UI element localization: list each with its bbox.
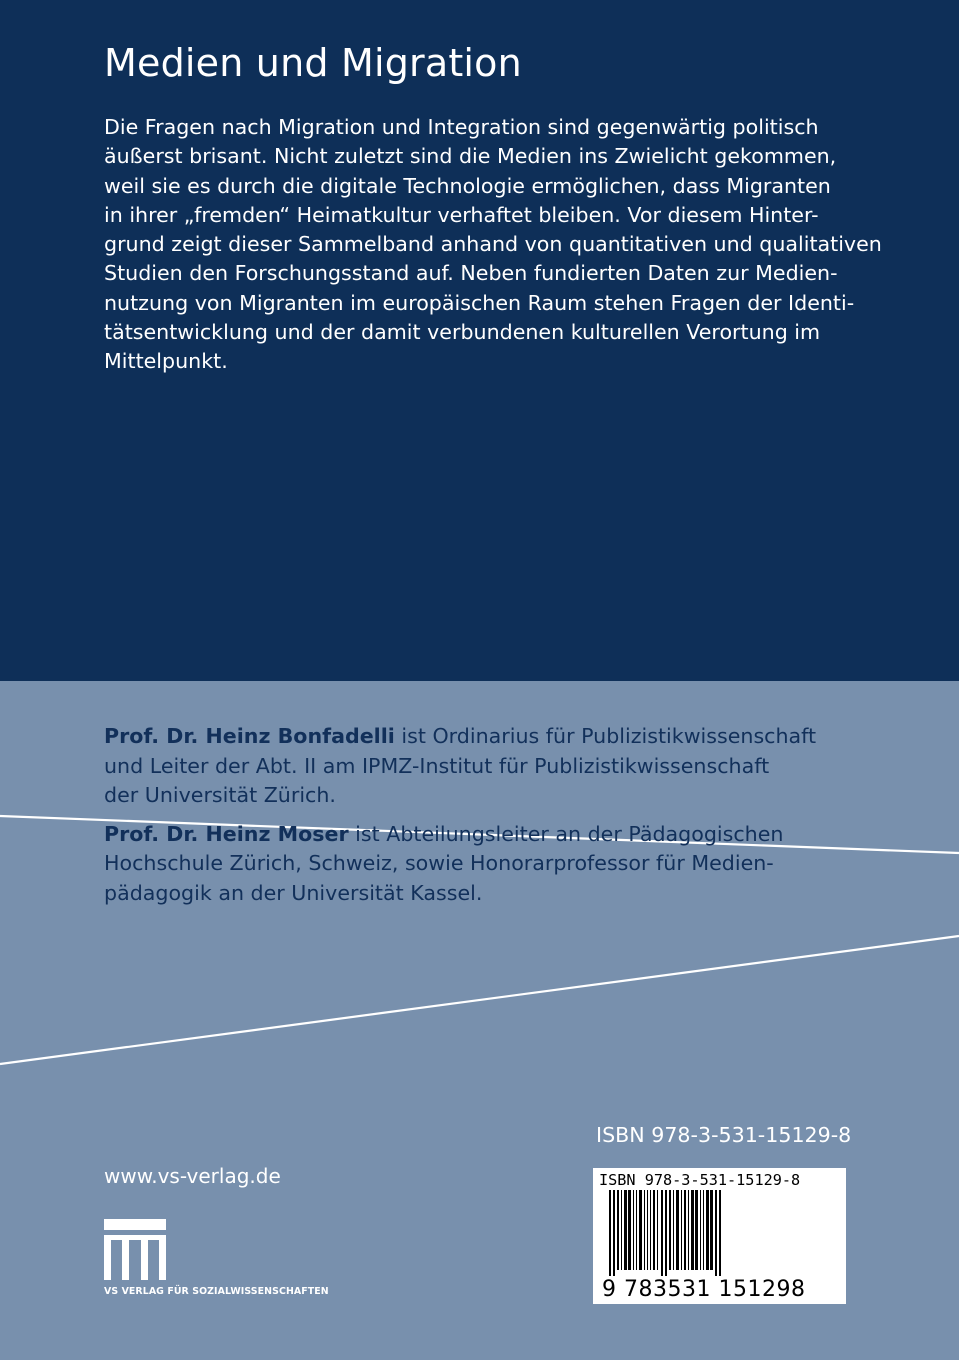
barcode-bar bbox=[669, 1190, 671, 1270]
author-bio-text: Hochschule Zürich, Schweiz, sowie Honorarprofessor für Medien- bbox=[104, 851, 774, 876]
barcode-bar bbox=[653, 1190, 655, 1270]
barcode-bar bbox=[621, 1190, 622, 1270]
description-line: äußerst brisant. Nicht zuletzt sind die Medien ins Zwielicht gekommen, bbox=[104, 144, 837, 169]
publisher-url[interactable]: www.vs-verlag.de bbox=[104, 1164, 281, 1188]
author-bio-text: ist Ordinarius für Publizistikwissenschaft bbox=[394, 724, 817, 748]
description-line: Die Fragen nach Migration und Integration sind gegenwärtig politisch bbox=[104, 115, 819, 139]
author-bio-text: und Leiter der Abt. II am IPMZ-Institut für Publizistikwissenschaft bbox=[104, 753, 770, 778]
author-bio-text: der Universität Zürich. bbox=[104, 783, 336, 808]
isbn-label: ISBN 978-3-531-15129-8 bbox=[596, 1123, 852, 1147]
barcode-bar bbox=[665, 1190, 667, 1276]
ean-13-barcode bbox=[599, 1190, 839, 1276]
barcode-digits: 9 783531 151298 bbox=[602, 1277, 806, 1302]
barcode-bar bbox=[661, 1190, 663, 1276]
barcode-bar bbox=[681, 1190, 682, 1270]
barcode-bar bbox=[700, 1190, 701, 1270]
barcode-bar bbox=[609, 1190, 611, 1276]
barcode-bar bbox=[715, 1190, 717, 1276]
barcode-panel bbox=[593, 1168, 846, 1304]
description-line: tätsentwicklung und der damit verbundenen kulturellen Verortung im bbox=[104, 320, 821, 345]
barcode-bar bbox=[657, 1190, 658, 1270]
barcode-bar bbox=[706, 1190, 709, 1270]
cover-bottom-panel bbox=[0, 681, 959, 1360]
description-line: in ihrer „fremden“ Heimatkultur verhaftet bleiben. Vor diesem Hinter- bbox=[104, 202, 819, 227]
author-bio-bonfadelli bbox=[104, 722, 924, 811]
barcode-bar bbox=[695, 1190, 698, 1270]
barcode-bar bbox=[719, 1190, 721, 1276]
barcode-bar bbox=[703, 1190, 704, 1270]
author-bios bbox=[104, 722, 924, 909]
barcode-bar bbox=[617, 1190, 619, 1270]
description-line: Studien den Forschungsstand auf. Neben fundierten Daten zur Medien- bbox=[104, 261, 838, 286]
publisher-name: VS VERLAG FÜR SOZIALWISSENSCHAFTEN bbox=[104, 1286, 329, 1297]
barcode-bar bbox=[647, 1190, 648, 1270]
book-title: Medien und Migration bbox=[104, 41, 522, 85]
barcode-bar bbox=[673, 1190, 674, 1270]
barcode-bar bbox=[633, 1190, 634, 1270]
author-bio-moser bbox=[104, 820, 924, 909]
author-name: Prof. Dr. Heinz Bonfadelli bbox=[104, 724, 395, 748]
barcode-bar bbox=[624, 1190, 627, 1270]
barcode-bar bbox=[644, 1190, 645, 1270]
description-line: Mittelpunkt. bbox=[104, 349, 228, 374]
barcode-bar bbox=[650, 1190, 651, 1270]
author-bio-text: ist Abteilungsleiter an der Pädagogischen bbox=[348, 821, 784, 846]
barcode-bar bbox=[691, 1190, 694, 1270]
barcode-bar bbox=[710, 1190, 713, 1270]
barcode-bar bbox=[628, 1190, 631, 1270]
description-line: weil sie es durch die digitale Technologie ermöglichen, dass Migranten bbox=[104, 173, 831, 198]
description-line: grund zeigt dieser Sammelband anhand von quantitativen und qualitativen bbox=[104, 232, 882, 257]
barcode-bar bbox=[676, 1190, 679, 1270]
barcode-bar bbox=[688, 1190, 689, 1270]
author-name: Prof. Dr. Heinz Moser bbox=[104, 821, 349, 846]
barcode-bar bbox=[684, 1190, 686, 1270]
description-line: nutzung von Migranten im europäischen Raum stehen Fragen der Identi- bbox=[104, 290, 855, 315]
barcode-bar bbox=[639, 1190, 642, 1270]
barcode-isbn: ISBN 978-3-531-15129-8 bbox=[599, 1171, 801, 1189]
author-bio-text: pädagogik an der Universität Kassel. bbox=[104, 880, 483, 905]
barcode-bar bbox=[613, 1190, 615, 1276]
barcode-bar bbox=[636, 1190, 637, 1270]
vs-verlag-logo-icon bbox=[104, 1219, 166, 1289]
book-description bbox=[104, 113, 904, 377]
